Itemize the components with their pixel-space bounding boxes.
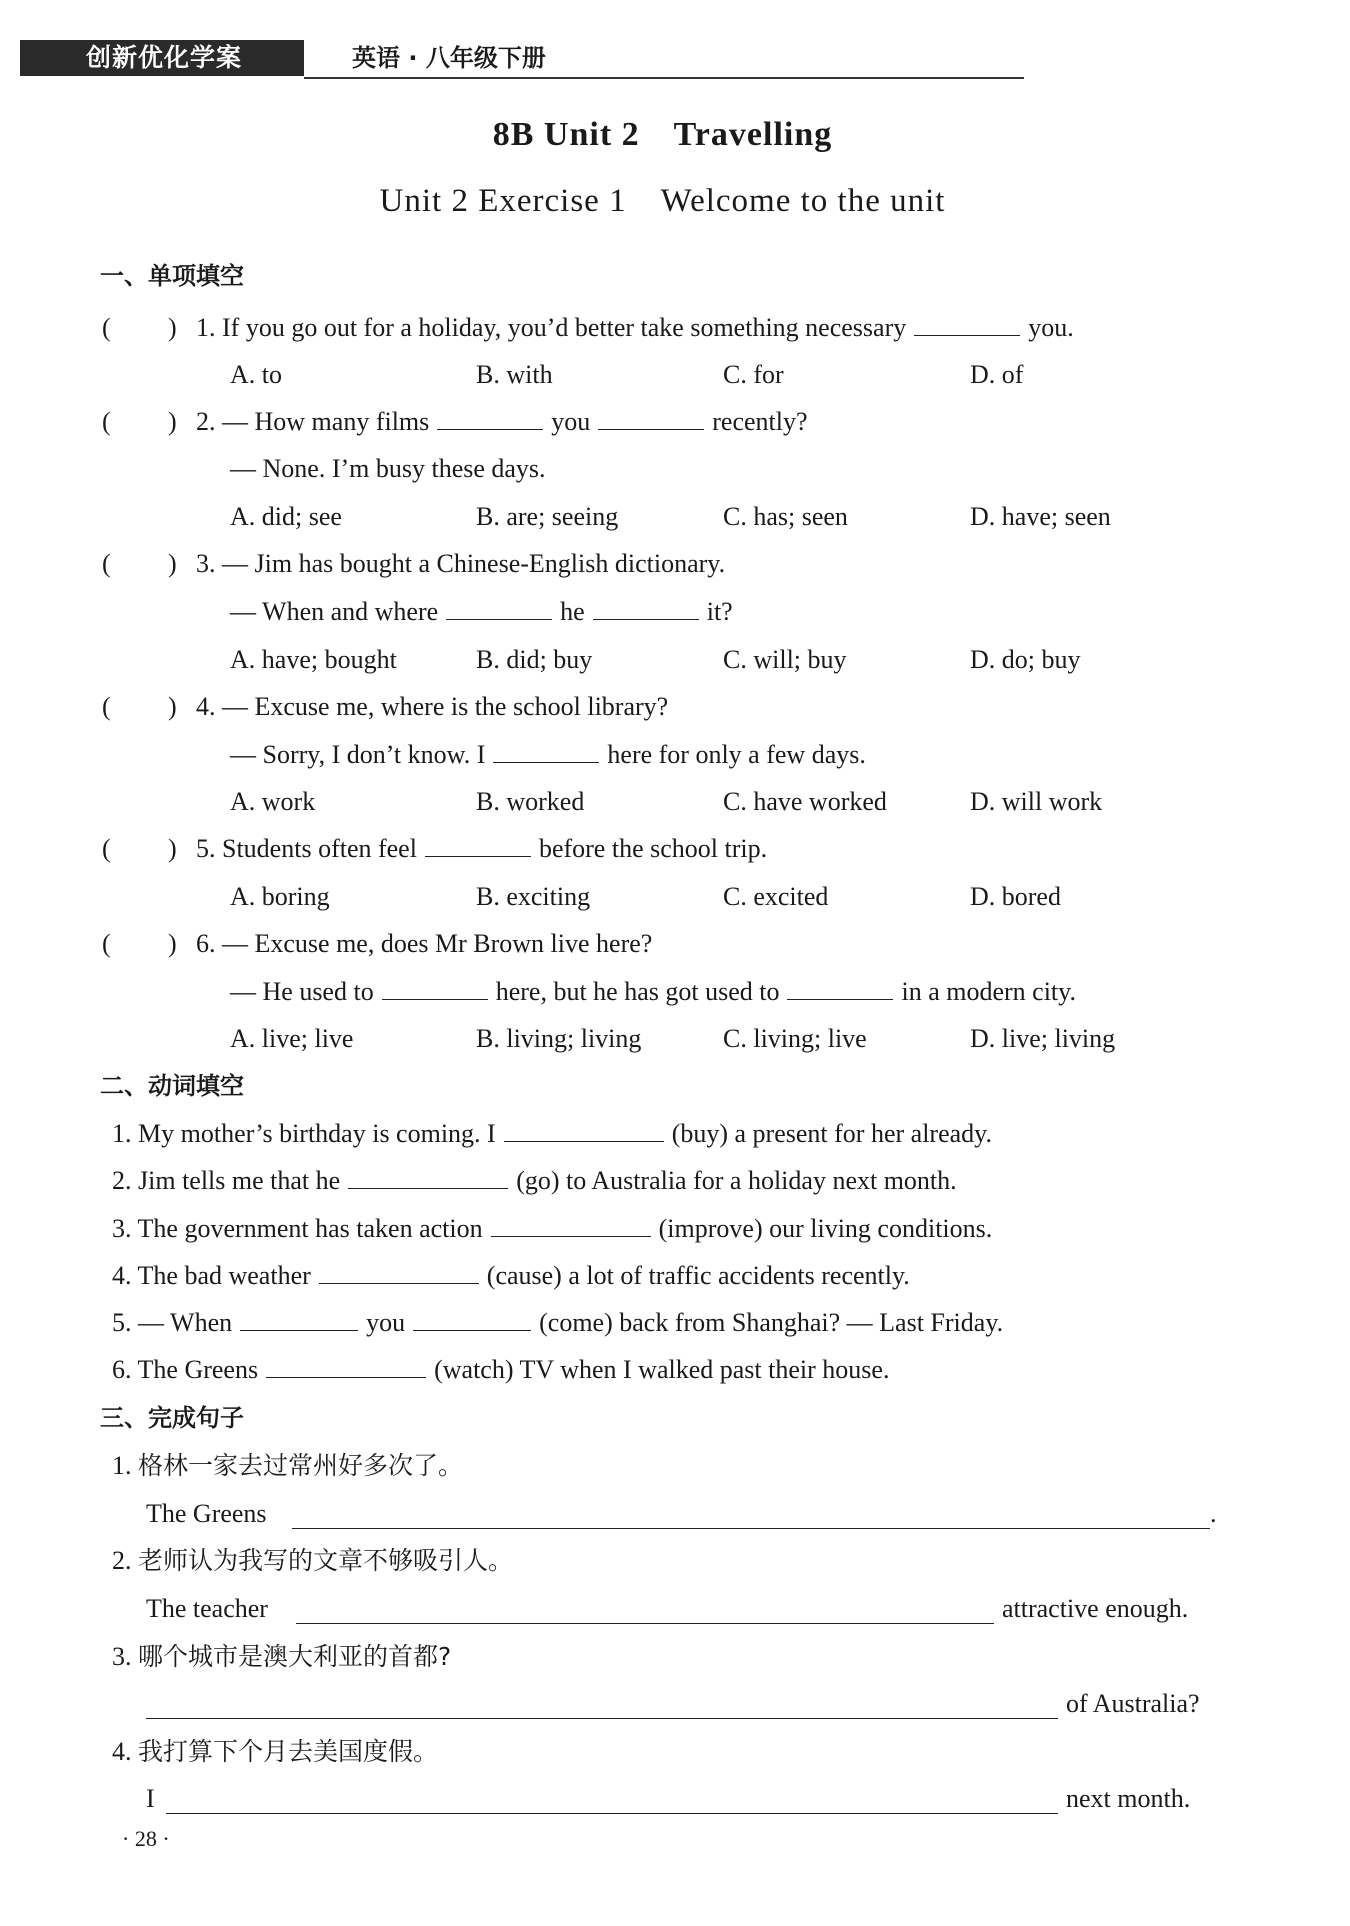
- option-c[interactable]: C. will; buy: [723, 645, 847, 674]
- verb-item-1: [112, 1117, 992, 1151]
- answer-paren-close: ): [168, 407, 177, 436]
- item-text: 4. The bad weather: [112, 1261, 311, 1290]
- verb-item-5: [112, 1306, 1003, 1340]
- question-4: [196, 690, 668, 724]
- section1-heading: 一、单项填空: [100, 262, 244, 290]
- unit-name: Travelling: [673, 116, 833, 153]
- answer-paren-open: (: [102, 834, 111, 863]
- translate-item-3: [112, 1640, 451, 1674]
- answer-blank[interactable]: [437, 405, 543, 430]
- answer-line[interactable]: [296, 1623, 994, 1624]
- answer-line[interactable]: [166, 1813, 1058, 1814]
- item-text: 1. My mother’s birthday is coming. I: [112, 1119, 496, 1148]
- answer-paren-open: (: [102, 407, 111, 436]
- question-1: [196, 311, 1074, 345]
- answer-blank[interactable]: [319, 1259, 479, 1284]
- item-number: 3.: [112, 1642, 132, 1671]
- question-2: [196, 405, 808, 439]
- option-c[interactable]: C. excited: [723, 882, 829, 911]
- translate-item-4: [112, 1735, 438, 1769]
- section3-heading: 三、完成句子: [100, 1404, 244, 1432]
- answer-blank[interactable]: [593, 595, 699, 620]
- unit-title: [0, 116, 1325, 154]
- item-text: 3. The government has taken action: [112, 1214, 483, 1243]
- chinese-sentence: 格林一家去过常州好多次了。: [138, 1451, 464, 1480]
- brand-banner: 创新优化学案: [20, 40, 304, 76]
- option-b[interactable]: B. did; buy: [476, 645, 593, 674]
- chinese-sentence: 我打算下个月去美国度假。: [138, 1737, 439, 1766]
- question-text: you.: [1028, 313, 1074, 342]
- translate-start-4: I: [146, 1784, 155, 1813]
- question-5: [196, 832, 767, 866]
- question-3-reply: [230, 595, 733, 629]
- item-text: (come) back from Shanghai? — Last Friday.: [539, 1308, 1004, 1337]
- answer-paren-close: ): [168, 834, 177, 863]
- option-a[interactable]: A. live; live: [230, 1024, 354, 1053]
- item-text: (buy) a present for her already.: [671, 1119, 992, 1148]
- answer-blank[interactable]: [240, 1306, 358, 1331]
- option-d[interactable]: D. live; living: [970, 1024, 1116, 1053]
- question-text: If you go out for a holiday, you’d better take something necessary: [222, 313, 907, 342]
- option-b[interactable]: B. exciting: [476, 882, 591, 911]
- option-b[interactable]: B. living; living: [476, 1024, 642, 1053]
- item-text: (watch) TV when I walked past their house.: [434, 1355, 890, 1384]
- translate-start-1: The Greens: [146, 1499, 267, 1528]
- answer-paren-close: ): [168, 692, 177, 721]
- verb-item-2: [112, 1164, 957, 1198]
- question-number: 3.: [196, 549, 216, 578]
- question-text: — Sorry, I don’t know. I: [230, 740, 486, 769]
- translate-end-1: .: [1210, 1499, 1217, 1528]
- question-number: 4.: [196, 692, 216, 721]
- chinese-sentence: 哪个城市是澳大利亚的首都?: [138, 1642, 452, 1671]
- question-number: 5.: [196, 834, 216, 863]
- option-c[interactable]: C. have worked: [723, 787, 887, 816]
- item-text: (go) to Australia for a holiday next month.: [516, 1166, 957, 1195]
- translate-item-2: [112, 1544, 513, 1578]
- option-b[interactable]: B. with: [476, 360, 553, 389]
- answer-line[interactable]: [292, 1528, 1210, 1529]
- option-d[interactable]: D. bored: [970, 882, 1061, 911]
- answer-paren-close: ): [168, 313, 177, 342]
- question-text: you: [551, 407, 591, 436]
- question-3: [196, 547, 725, 581]
- answer-blank[interactable]: [348, 1164, 508, 1189]
- question-text: here for only a few days.: [607, 740, 866, 769]
- option-c[interactable]: C. living; live: [723, 1024, 867, 1053]
- question-6-reply: [230, 975, 1076, 1009]
- question-4-reply: [230, 738, 866, 772]
- question-text: — Excuse me, where is the school library?: [222, 692, 669, 721]
- option-d[interactable]: D. do; buy: [970, 645, 1081, 674]
- section2-heading: 二、动词填空: [100, 1072, 244, 1100]
- item-number: 4.: [112, 1737, 132, 1766]
- option-a[interactable]: A. work: [230, 787, 316, 816]
- translate-item-1: [112, 1449, 463, 1483]
- page-number: · 28 ·: [122, 1826, 170, 1851]
- item-text: (improve) our living conditions.: [658, 1214, 993, 1243]
- answer-paren-open: (: [102, 549, 111, 578]
- option-d[interactable]: D. of: [970, 360, 1024, 389]
- question-text: he: [560, 597, 585, 626]
- exercise-number: Unit 2 Exercise 1: [379, 183, 627, 219]
- option-a[interactable]: A. did; see: [230, 502, 342, 531]
- verb-item-3: [112, 1212, 992, 1246]
- answer-blank[interactable]: [914, 311, 1020, 336]
- option-c[interactable]: C. has; seen: [723, 502, 848, 531]
- question-text: in a modern city.: [901, 977, 1076, 1006]
- item-number: 2.: [112, 1546, 132, 1575]
- answer-blank[interactable]: [425, 832, 531, 857]
- translate-end-2: attractive enough.: [1002, 1594, 1189, 1623]
- answer-paren-open: (: [102, 929, 111, 958]
- question-number: 1.: [196, 313, 216, 342]
- item-text: 2. Jim tells me that he: [112, 1166, 341, 1195]
- answer-blank[interactable]: [504, 1117, 664, 1142]
- answer-paren-close: ): [168, 549, 177, 578]
- question-text: — Excuse me, does Mr Brown live here?: [222, 929, 653, 958]
- item-text: you: [366, 1308, 406, 1337]
- exercise-title: [0, 183, 1325, 220]
- option-a[interactable]: A. have; bought: [230, 645, 397, 674]
- item-text: 5. — When: [112, 1308, 233, 1337]
- verb-item-4: [112, 1259, 910, 1293]
- item-number: 1.: [112, 1451, 132, 1480]
- option-d[interactable]: D. have; seen: [970, 502, 1111, 531]
- answer-paren-open: (: [102, 692, 111, 721]
- answer-blank[interactable]: [266, 1353, 426, 1378]
- verb-item-6: [112, 1353, 889, 1387]
- question-text: — He used to: [230, 977, 374, 1006]
- question-text: Students often feel: [222, 834, 417, 863]
- item-text: 6. The Greens: [112, 1355, 259, 1384]
- chinese-sentence: 老师认为我写的文章不够吸引人。: [138, 1546, 514, 1575]
- header-rule: [304, 77, 1024, 79]
- option-b[interactable]: B. worked: [476, 787, 585, 816]
- question-text: here, but he has got used to: [495, 977, 780, 1006]
- answer-blank[interactable]: [493, 738, 599, 763]
- subject-label: 英语 · 八年级下册: [352, 44, 546, 72]
- question-text: before the school trip.: [538, 834, 768, 863]
- question-number: 2.: [196, 407, 216, 436]
- question-6: [196, 927, 652, 961]
- answer-blank[interactable]: [491, 1212, 651, 1237]
- question-text: — Jim has bought a Chinese-English dictionary.: [222, 549, 726, 578]
- translate-end-4: next month.: [1066, 1784, 1191, 1813]
- answer-paren-close: ): [168, 929, 177, 958]
- answer-paren-open: (: [102, 313, 111, 342]
- question-text: — When and where: [230, 597, 439, 626]
- option-a[interactable]: A. boring: [230, 882, 330, 911]
- answer-blank[interactable]: [382, 975, 488, 1000]
- question-2-reply: — None. I’m busy these days.: [230, 454, 546, 483]
- unit-number: 8B Unit 2: [492, 116, 640, 153]
- option-b[interactable]: B. are; seeing: [476, 502, 619, 531]
- option-d[interactable]: D. will work: [970, 787, 1103, 816]
- answer-blank[interactable]: [446, 595, 552, 620]
- item-text: (cause) a lot of traffic accidents recently.: [486, 1261, 910, 1290]
- question-text: — How many films: [222, 407, 430, 436]
- answer-blank[interactable]: [787, 975, 893, 1000]
- translate-start-2: The teacher: [146, 1594, 268, 1623]
- exercise-name: Welcome to the unit: [660, 183, 946, 219]
- question-text: it?: [706, 597, 733, 626]
- option-a[interactable]: A. to: [230, 360, 282, 389]
- question-text: recently?: [712, 407, 808, 436]
- answer-line[interactable]: [146, 1718, 1058, 1719]
- translate-end-3: of Australia?: [1066, 1689, 1200, 1718]
- question-number: 6.: [196, 929, 216, 958]
- answer-blank[interactable]: [598, 405, 704, 430]
- answer-blank[interactable]: [413, 1306, 531, 1331]
- option-c[interactable]: C. for: [723, 360, 784, 389]
